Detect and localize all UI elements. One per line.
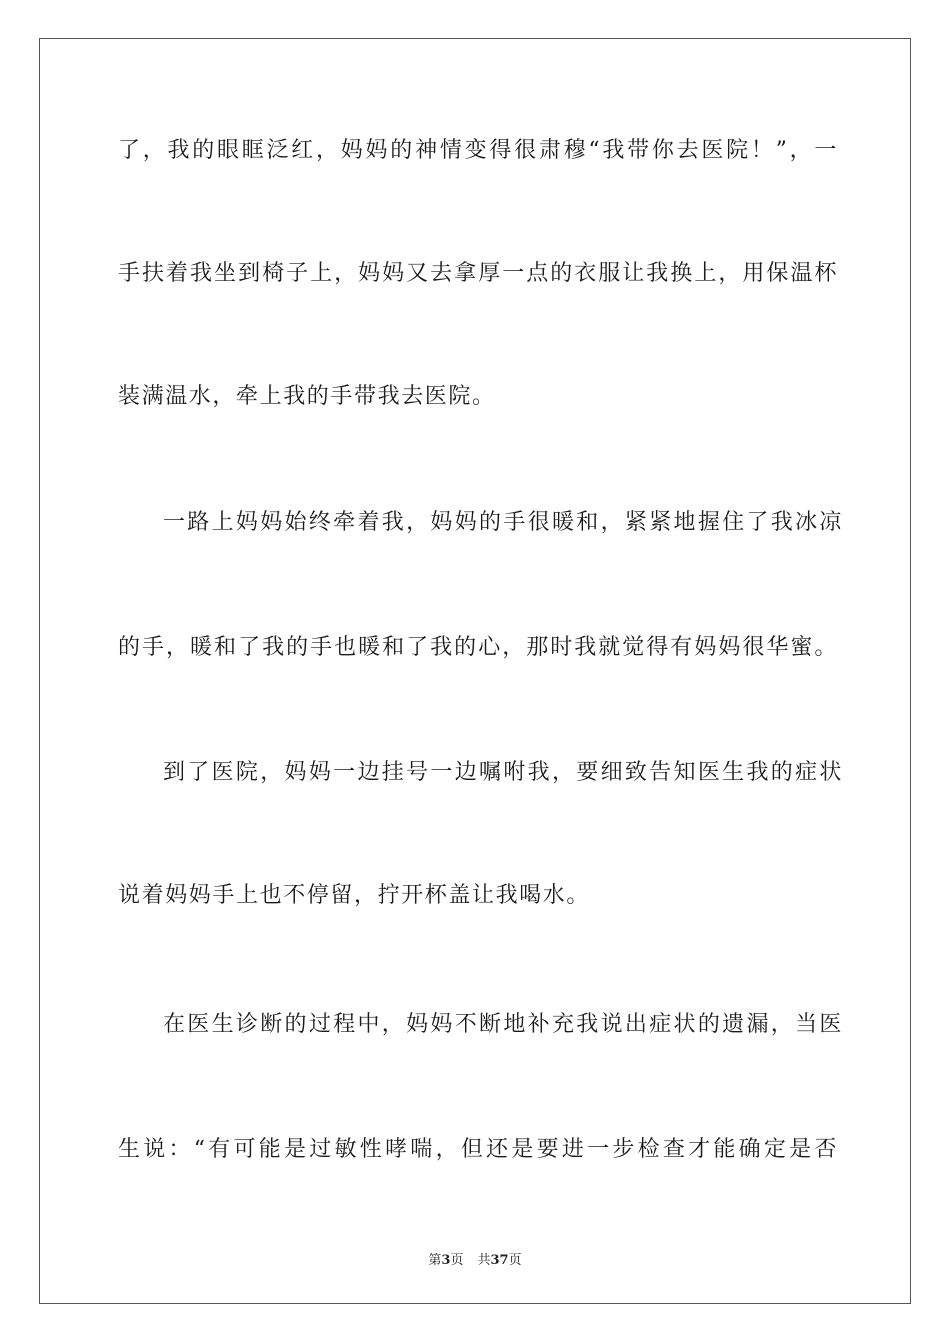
text-line-1: 了，我的眼眶泛红，妈妈的神情变得很肃穆“我带你去医院！”，一 xyxy=(118,138,838,163)
page-suffix: 页 xyxy=(450,1253,464,1268)
text-line-6: 到了医院，妈妈一边挂号一边嘱咐我，要细致告知医生我的症状 xyxy=(163,760,843,785)
page-number: 3 xyxy=(441,1253,451,1268)
page-prefix: 第 xyxy=(428,1253,442,1268)
total-suffix: 页 xyxy=(508,1253,522,1268)
text-line-2: 手扶着我坐到椅子上，妈妈又去拿厚一点的衣服让我换上，用保温杯 xyxy=(118,261,838,286)
page-footer xyxy=(0,1249,950,1268)
text-line-8: 在医生诊断的过程中，妈妈不断地补充我说出症状的遗漏，当医 xyxy=(163,1012,843,1037)
page-border xyxy=(39,38,911,1304)
text-line-4: 一路上妈妈始终牵着我，妈妈的手很暖和，紧紧地握住了我冰凉 xyxy=(163,510,843,535)
text-line-9: 生说：“有可能是过敏性哮喘，但还是要进一步检查才能确定是否 xyxy=(118,1137,838,1162)
text-line-7: 说着妈妈手上也不停留，拧开杯盖让我喝水。 xyxy=(118,883,591,908)
text-line-5: 的手，暖和了我的手也暖和了我的心，那时我就觉得有妈妈很华蜜。 xyxy=(118,635,838,660)
text-line-3: 装满温水，牵上我的手带我去医院。 xyxy=(118,384,496,409)
total-pages: 37 xyxy=(490,1253,509,1268)
total-prefix: 共 xyxy=(477,1253,491,1268)
